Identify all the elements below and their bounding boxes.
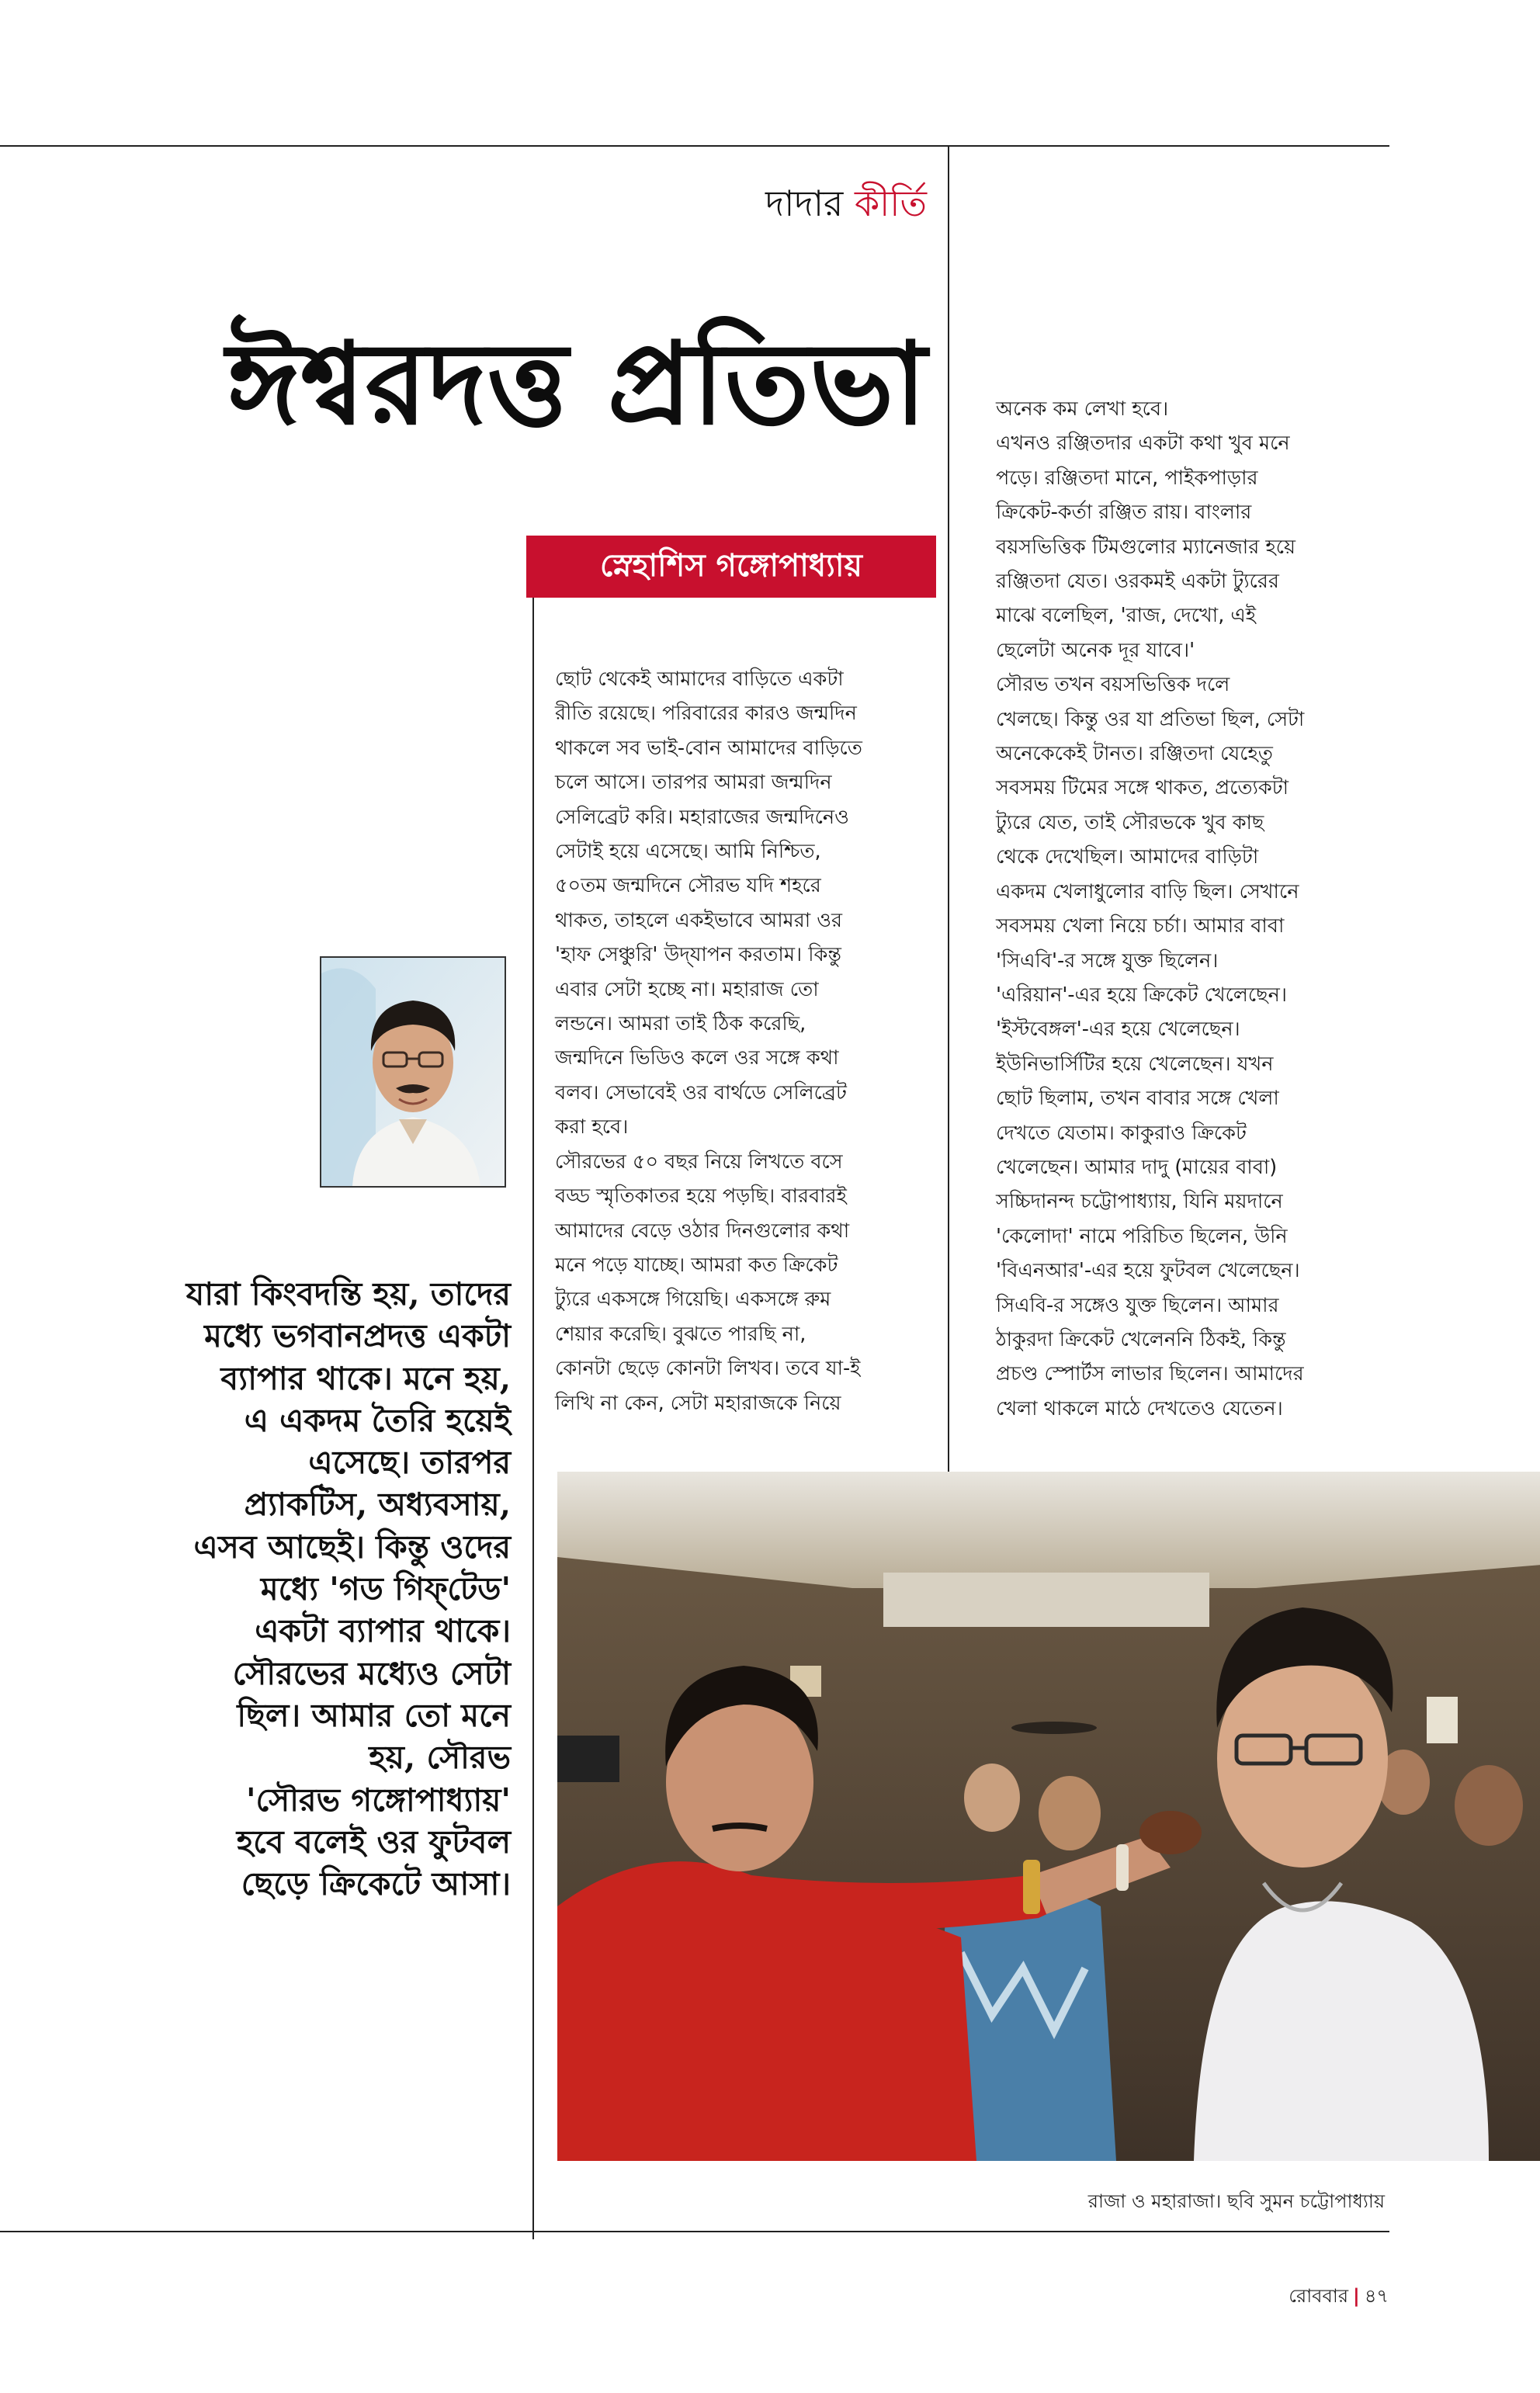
article-column-middle: ছোট থেকেই আমাদের বাড়িতে একটা রীতি রয়েছে। পরিবারের কারও জন্মদিন থাকলে সব ভাই-বোন আমাদের বাড়িতে চলে আসে। তারপর আমরা জন্মদিন সেলিব্রেট করি। মহারাজের জন্মদিনেও সেটাই হয়ে এসেছে। আমি নিশ্চিত, ৫০তম জন্মদিনে সৌরভ যদি শহরে থাকত, তাহলে একইভাবে আমরা ওর 'হাফ সেঞ্চুরি' উদ্‌যাপন করতাম। কিন্তু এবার সেটা হচ্ছে না। মহারাজ তো লন্ডনে। আমরা তাই ঠিক করেছি, জন্মদিনে ভিডিও কলে ওর সঙ্গে কথা বলব। সেভাবেই ওর বার্থডে সেলিব্রেট করা হবে। সৌরভের ৫০ বছর নিয়ে লিখতে বসে বড্ড স্মৃতিকাতর হয়ে পড়ছি। বারবারই আমাদের বেড়ে ওঠার দিনগুলোর কথা মনে পড়ে যাচ্ছে। আমরা কত ক্রিকেট ট্যুরে একসঙ্গে গিয়েছি। একসঙ্গে রুম শেয়ার করেছি। বুঝতে পারছি না, কোনটা ছেড়ে কোনটা লিখব। তবে যা-ই লিখি না কেন, সেটা মহারাজকে নিয়ে bbox=[555, 668, 862, 1415]
top-rule bbox=[0, 145, 1389, 147]
section-label-word-dark: দাদার bbox=[765, 182, 844, 224]
section-label bbox=[765, 177, 927, 236]
byline-box bbox=[526, 536, 936, 598]
page-number: ৪৭ bbox=[1364, 2285, 1389, 2307]
column-divider-right bbox=[948, 146, 949, 1473]
folio-separator: | bbox=[1353, 2285, 1360, 2307]
folio bbox=[1289, 2282, 1389, 2313]
headline: ঈশ্বরদত্ত প্রতিভা bbox=[226, 317, 927, 450]
byline: স্নেহাশিস গঙ্গোপাধ্যায় bbox=[600, 547, 862, 584]
bottom-rule bbox=[0, 2231, 1389, 2232]
author-portrait-image bbox=[321, 958, 505, 1186]
photo-caption: রাজা ও মহারাজা। ছবি সুমন চট্টোপাধ্যায় bbox=[1087, 2190, 1385, 2212]
magazine-name: রোববার bbox=[1289, 2285, 1349, 2307]
pull-quote: যারা কিংবদন্তি হয়, তাদের মধ্যে ভগবানপ্রদত্ত একটা ব্যাপার থাকে। মনে হয়, এ একদম তৈরি হয়েই এসেছে। তারপর প্র্যাকটিস, অধ্যবসায়, এসব আছেই। কিন্তু ওদের মধ্যে 'গড গিফ্‌টেড' একটা ব্যাপার থাকে। সৌরভের মধ্যেও সেটা ছিল। আমার তো মনে হয়, সৌরভ 'সৌরভ গঙ্গোপাধ্যায়' হবে বলেই ওর ফুটবল ছেড়ে ক্রিকেটে আসা। bbox=[186, 1275, 511, 1903]
celebration-photo-image bbox=[557, 1472, 1540, 2161]
main-photo bbox=[557, 1472, 1540, 2161]
section-label-word-red: কীর্তি bbox=[854, 182, 927, 224]
author-photo bbox=[320, 956, 506, 1188]
column-divider-left bbox=[532, 590, 534, 2239]
article-column-right: অনেক কম লেখা হবে। এখনও রঞ্জিতদার একটা কথা খুব মনে পড়ে। রঞ্জিতদা মানে, পাইকপাড়ার ক্রিকেট-কর্তা রঞ্জিত রায়। বাংলার বয়সভিত্তিক টিমগুলোর ম্যানেজার হয়ে রঞ্জিতদা যেত। ওরকমই একটা ট্যুরের মাঝে বলেছিল, 'রাজ, দেখো, এই ছেলেটা অনেক দূর যাবে।' সৌরভ তখন বয়সভিত্তিক দলে খেলছে। কিন্তু ওর যা প্রতিভা ছিল, সেটা অনেকেকেই টানত। রঞ্জিতদা যেহেতু সবসময় টিমের সঙ্গে থাকত, প্রত্যেকটা ট্যুরে যেত, তাই সৌরভকে খুব কাছ থেকে দেখেছিল। আমাদের বাড়িটা একদম খেলাধুলোর বাড়ি ছিল। সেখানে সবসময় খেলা নিয়ে চর্চা। আমার বাবা 'সিএবি'-র সঙ্গে যুক্ত ছিলেন। 'এরিয়ান'-এর হয়ে ক্রিকেট খেলেছেন। 'ইস্টবেঙ্গল'-এর হয়ে খেলেছেন। ইউনিভার্সিটির হয়ে খেলেছেন। যখন ছোট ছিলাম, তখন বাবার সঙ্গে খেলা দেখতে যেতাম। কাকুরাও ক্রিকেট খেলেছেন। আমার দাদু (মায়ের বাবা) সচ্চিদানন্দ চট্টোপাধ্যায়, যিনি ময়দানে 'কেলোদা' নামে পরিচিত ছিলেন, উনি 'বিএনআর'-এর হয়ে ফুটবল খেলেছেন। সিএবি-র সঙ্গেও যুক্ত ছিলেন। আমার ঠাকুরদা ক্রিকেট খেলেননি ঠিকই, কিন্তু প্রচণ্ড স্পোর্টস লাভার ছিলেন। আমাদের খেলা থাকলে মাঠে দেখতেও যেতেন। bbox=[996, 397, 1305, 1420]
